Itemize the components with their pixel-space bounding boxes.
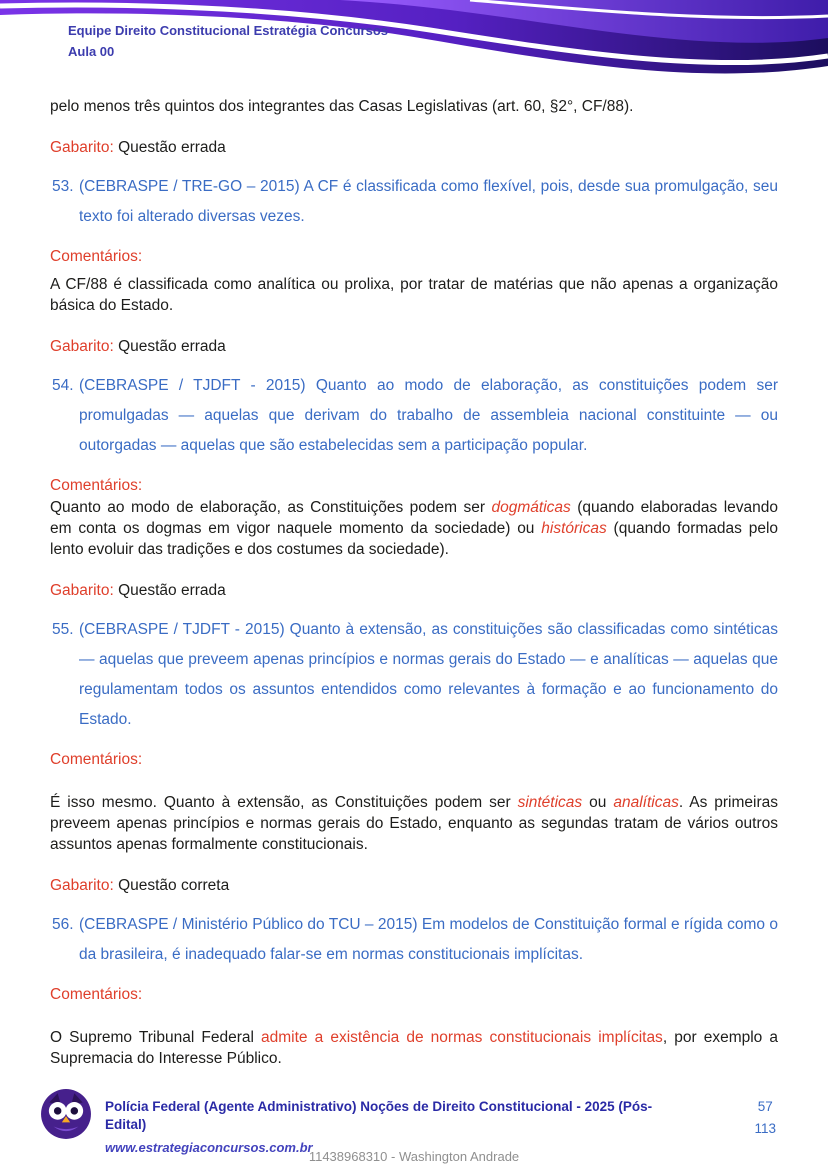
comments-label: Comentários: xyxy=(50,477,143,494)
owl-icon xyxy=(40,1088,92,1140)
watermark-text: 11438968310 - Washington Andrade xyxy=(308,1149,520,1164)
question-text xyxy=(79,371,778,461)
answer-key-label: Gabarito: xyxy=(50,582,114,599)
question-number: 55. xyxy=(52,621,74,638)
question-text xyxy=(79,172,778,232)
text-segment: ou xyxy=(582,794,614,811)
answer-key-value: Questão correta xyxy=(113,877,230,894)
answer-key-label: Gabarito: xyxy=(50,877,114,894)
text-segment: (CEBRASPE / TJDFT - 2015) Quanto ao modo de elaboração, as constituições podem ser promulgadas — aquelas que derivam do trabalho de assembleia nacional constituinte — ou outorgadas — aquelas que são estabelecidas sem a participação popular. xyxy=(79,377,778,454)
course-title: Polícia Federal (Agente Administrativo) Noções de Direito Constitucional - 2025 (Pós-Edital) xyxy=(105,1099,653,1132)
highlighted-text-segment: dogmáticas xyxy=(491,499,571,516)
header-team-line: Equipe Direito Constitucional Estratégia Concursos xyxy=(68,23,388,38)
footer-text xyxy=(105,1098,665,1155)
question-number: 53. xyxy=(52,178,74,195)
highlighted-text-segment: analíticas xyxy=(613,794,679,811)
paragraph xyxy=(50,497,778,560)
text-segment: (CEBRASPE / TJDFT - 2015) Quanto à extensão, as constituições são classificadas como sintéticas — aquelas que preveem apenas princípios e normas gerais do Estado — e analíticas — aquelas que regulamentam todos os assuntos entendidos como relevantes à formação e ao funcionamento do Estado. xyxy=(79,621,778,728)
paragraph xyxy=(50,96,778,117)
answer-key-line xyxy=(50,137,778,158)
highlighted-text-segment: sintéticas xyxy=(517,794,583,811)
answer-key-value: Questão errada xyxy=(113,338,226,355)
paragraph xyxy=(50,792,778,855)
text-segment: (CEBRASPE / Ministério Público do TCU – 2015) Em modelos de Constituição formal e rígida como o da brasileira, é inadequado falar-se em normas constitucionais implícitas. xyxy=(79,916,778,963)
comments-label: Comentários: xyxy=(50,751,143,768)
highlighted-text-segment: admite a existência de normas constitucionais implícitas xyxy=(261,1029,663,1046)
page-number-current: 57 xyxy=(757,1099,773,1114)
answer-key-line xyxy=(50,580,778,601)
paragraph xyxy=(50,1027,778,1069)
content xyxy=(50,96,778,1069)
comments-label: Comentários: xyxy=(50,986,143,1003)
text-segment: A CF/88 é classificada como analítica ou prolixa, por tratar de matérias que não apenas a organização básica do Estado. xyxy=(50,276,778,314)
highlighted-text-segment: históricas xyxy=(541,520,607,537)
header-lesson-line: Aula 00 xyxy=(68,43,115,59)
question-number: 56. xyxy=(52,916,74,933)
text-segment: (CEBRASPE / TRE-GO – 2015) A CF é classificada como flexível, pois, desde sua promulgação, seu texto foi alterado diversas vezes. xyxy=(79,178,778,225)
answer-key-value: Questão errada xyxy=(113,139,226,156)
question-item-53 xyxy=(50,172,778,232)
website-link[interactable]: www.estrategiaconcursos.com.br xyxy=(105,1140,313,1156)
question-text xyxy=(79,910,778,970)
estrategia-owl-logo xyxy=(40,1088,92,1140)
text-segment: . As primeiras preveem apenas princípios e normas gerais do Estado, enquanto as segundas tratam de vários outros assuntos apenas formalmente constitucionais. xyxy=(50,794,779,853)
text-segment: (quando formadas pelo lento evoluir das tradições e dos costumes da sociedade). xyxy=(50,520,779,558)
question-item-56 xyxy=(50,910,778,970)
text-segment: Quanto ao modo de elaboração, as Constituições podem ser xyxy=(50,499,492,516)
header-banner xyxy=(0,0,828,96)
answer-key-label: Gabarito: xyxy=(50,338,114,355)
page-number-total: 113 xyxy=(754,1121,776,1137)
text-segment: pelo menos três quintos dos integrantes das Casas Legislativas (art. 60, §2°, CF/88). xyxy=(50,98,634,115)
page-numbers xyxy=(754,1096,776,1141)
question-item-54 xyxy=(50,371,778,461)
text-segment: É isso mesmo. Quanto à extensão, as Constituições podem ser xyxy=(50,794,518,811)
answer-key-line xyxy=(50,336,778,357)
text-segment: (quando elaboradas levando em conta os dogmas em vigor naquele momento da sociedade) ou xyxy=(50,499,779,537)
question-item-55 xyxy=(50,615,778,735)
answer-key-label: Gabarito: xyxy=(50,139,114,156)
answer-key-line xyxy=(50,875,778,896)
text-segment: O Supremo Tribunal Federal xyxy=(50,1029,262,1046)
footer xyxy=(0,1090,828,1156)
question-number: 54. xyxy=(52,377,74,394)
header-text xyxy=(68,21,388,63)
answer-key-value: Questão errada xyxy=(113,582,226,599)
question-text xyxy=(79,615,778,735)
text-segment: , por exemplo a Supremacia do Interesse Público. xyxy=(50,1029,778,1067)
paragraph xyxy=(50,274,778,316)
comments-label: Comentários: xyxy=(50,248,143,265)
